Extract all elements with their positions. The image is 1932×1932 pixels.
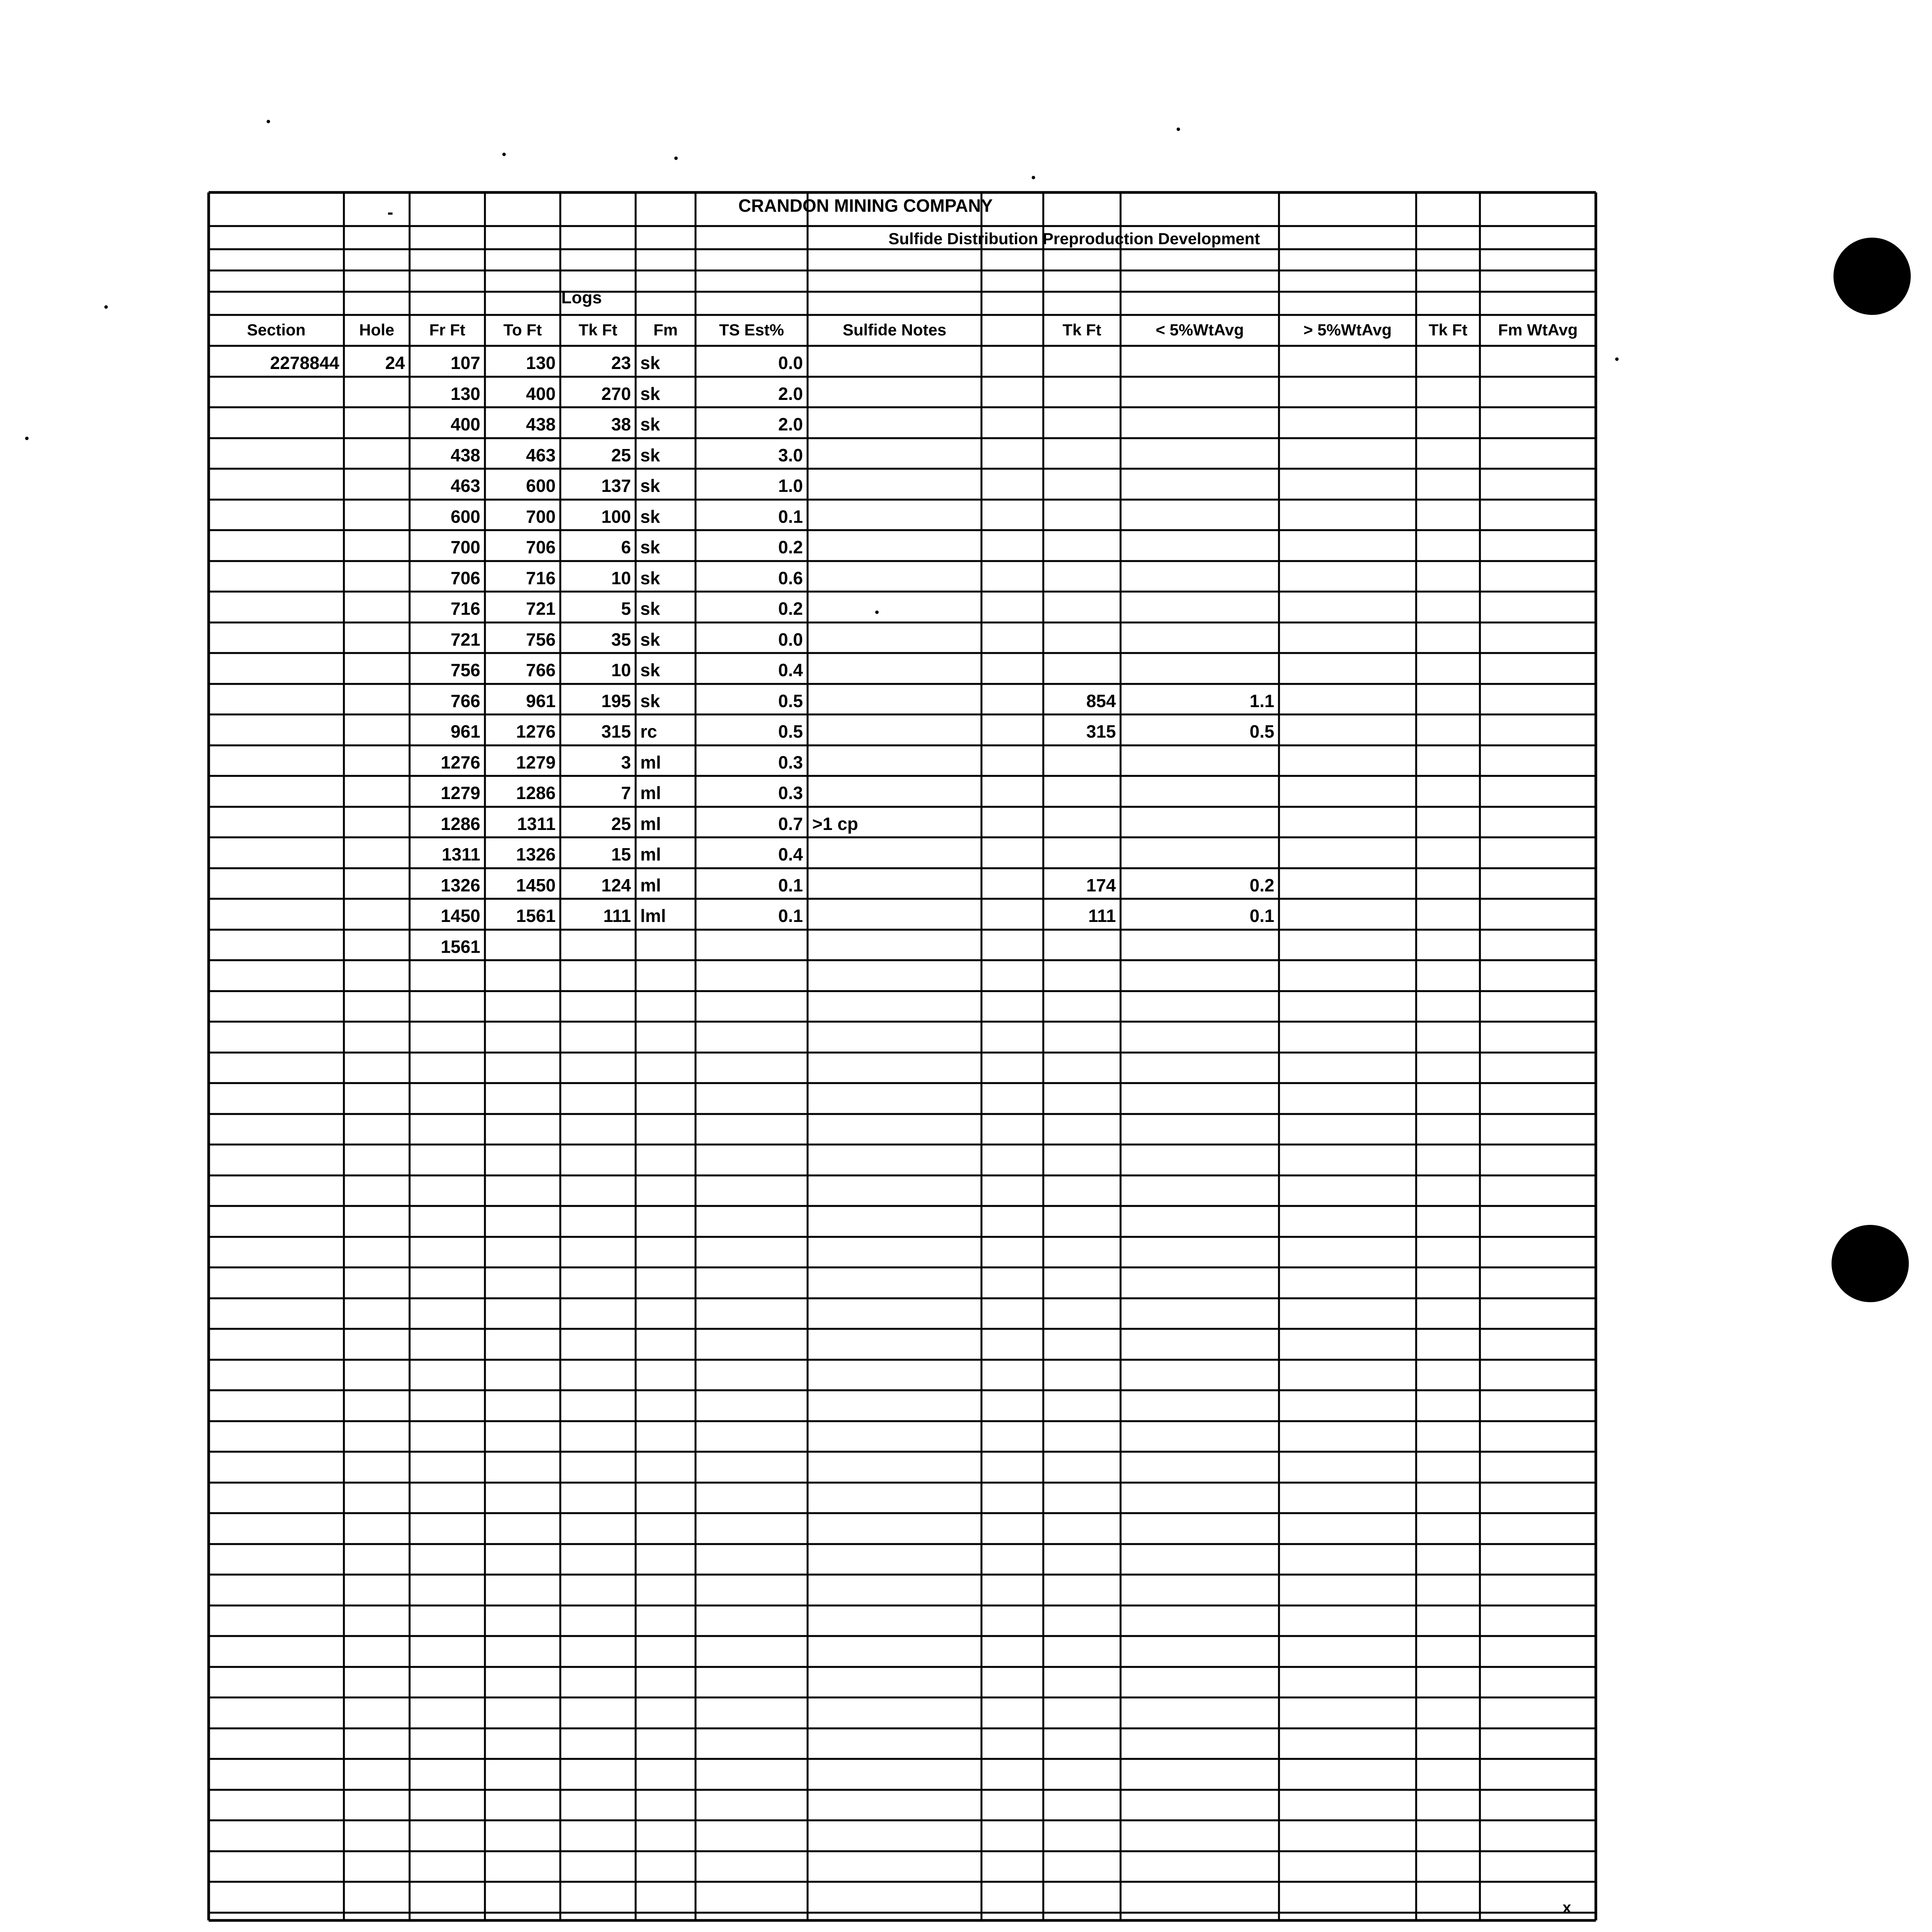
table-grid — [209, 192, 1596, 1920]
table-cell: 463 — [451, 476, 480, 496]
table-cell: 25 — [611, 814, 631, 834]
table-cell: 1450 — [516, 875, 556, 895]
hole-punch-middle — [1832, 1225, 1909, 1302]
report-subtitle: Sulfide Distribution Preproduction Development — [888, 230, 1260, 248]
column-header: Fm WtAvg — [1498, 321, 1578, 339]
table-cell: 438 — [451, 445, 480, 465]
table-cell: 438 — [526, 414, 556, 434]
hole-punch-top — [1833, 238, 1911, 315]
table-cell: 100 — [601, 507, 631, 527]
table-cell: 15 — [611, 844, 631, 864]
table-cell: ml — [640, 875, 661, 895]
table-cell: 721 — [451, 629, 480, 650]
table-cell: ml — [640, 814, 661, 834]
table-cell: 3.0 — [778, 445, 803, 465]
table-cell: 0.2 — [778, 537, 803, 557]
table-cell: 600 — [451, 507, 480, 527]
table-cell: 716 — [451, 599, 480, 619]
table-cell: 600 — [526, 476, 556, 496]
table-cell: 10 — [611, 660, 631, 680]
table-cell: 1.1 — [1250, 691, 1274, 711]
table-cell: 270 — [601, 384, 631, 404]
scan-speck — [1615, 357, 1619, 361]
table-cell: 0.0 — [778, 629, 803, 650]
table-cell: 0.6 — [778, 568, 803, 588]
table-cell: sk — [640, 629, 660, 650]
scan-speck — [104, 305, 108, 309]
table-cell: 111 — [1088, 906, 1116, 926]
table-cell: 0.5 — [1250, 721, 1274, 742]
column-header: Tk Ft — [578, 321, 617, 339]
table-cell: 1276 — [516, 721, 556, 742]
table-cell: 706 — [526, 537, 556, 557]
scan-speck — [1177, 128, 1180, 131]
logs-group-label: Logs — [561, 288, 602, 307]
table-cell: 1286 — [516, 783, 556, 803]
table-cell: sk — [640, 507, 660, 527]
table-cell: 756 — [526, 629, 556, 650]
table-cell: 766 — [526, 660, 556, 680]
table-cell: 23 — [611, 353, 631, 373]
table-cell: 0.1 — [778, 906, 803, 926]
table-cell: sk — [640, 353, 660, 373]
table-cell: 3 — [621, 752, 631, 772]
table-cell: >1 cp — [812, 814, 858, 834]
table-cell: 2278844 — [270, 353, 339, 373]
table-cell: 1326 — [516, 844, 556, 864]
table-cell: 38 — [611, 414, 631, 434]
table-cell: 1276 — [440, 752, 480, 772]
table-cell: 0.5 — [778, 721, 803, 742]
table-cell: 961 — [451, 721, 480, 742]
table-cell: 1311 — [517, 814, 556, 834]
table-cell: sk — [640, 599, 660, 619]
table-cell: 137 — [601, 476, 631, 496]
table-cell: 2.0 — [778, 414, 803, 434]
table-cell: 0.1 — [778, 507, 803, 527]
table-cell: ml — [640, 783, 661, 803]
table-cell: 0.5 — [778, 691, 803, 711]
table-cell: 0.4 — [778, 844, 803, 864]
dash-mark: - — [387, 202, 393, 222]
table-cell: sk — [640, 384, 660, 404]
table-cell: sk — [640, 445, 660, 465]
table-cell: 1279 — [440, 783, 480, 803]
table-cell: 961 — [526, 691, 556, 711]
table-cell: 0.2 — [1250, 875, 1274, 895]
column-header: Tk Ft — [1429, 321, 1468, 339]
table-cell: 0.0 — [778, 353, 803, 373]
table-cell: 0.7 — [778, 814, 803, 834]
table-cell: sk — [640, 568, 660, 588]
table-cell: 195 — [601, 691, 631, 711]
column-header: Fr Ft — [429, 321, 466, 339]
table-cell: 0.3 — [778, 752, 803, 772]
scan-speck — [674, 156, 678, 160]
table-cell: 706 — [451, 568, 480, 588]
table-cell: 1450 — [440, 906, 480, 926]
table-cell: 1561 — [440, 937, 480, 957]
table-cell: sk — [640, 414, 660, 434]
table-cell: 130 — [526, 353, 556, 373]
column-header: Sulfide Notes — [842, 321, 947, 339]
scan-speck — [25, 437, 29, 440]
table-cell: 174 — [1086, 875, 1116, 895]
table-cell: 124 — [601, 875, 631, 895]
table-cell: ml — [640, 844, 661, 864]
table-cell: 6 — [621, 537, 631, 557]
column-header: Tk Ft — [1062, 321, 1102, 339]
table-cell: 10 — [611, 568, 631, 588]
table-cell: 107 — [451, 353, 480, 373]
table-cell: 0.1 — [778, 875, 803, 895]
table-cell: 35 — [611, 629, 631, 650]
table-cell: 24 — [385, 353, 405, 373]
table-cell: 0.1 — [1250, 906, 1274, 926]
table-header — [387, 196, 1571, 1916]
table-cell: lml — [640, 906, 666, 926]
table-cell: 5 — [621, 599, 631, 619]
table-cell: 1279 — [516, 752, 556, 772]
table-cell: 700 — [451, 537, 480, 557]
table-cell: 400 — [526, 384, 556, 404]
table-cell: sk — [640, 691, 660, 711]
column-header: Section — [247, 321, 306, 339]
table-cell: 463 — [526, 445, 556, 465]
table-cell: 400 — [451, 414, 480, 434]
table-cell: 1.0 — [778, 476, 803, 496]
column-headers — [247, 321, 1578, 339]
scan-speck — [1032, 176, 1035, 179]
column-header: Hole — [359, 321, 395, 339]
x-mark: x — [1562, 1899, 1571, 1916]
column-header: TS Est% — [719, 321, 784, 339]
table-cell: 766 — [451, 691, 480, 711]
table-cell: 1561 — [516, 906, 556, 926]
table-cell: 25 — [611, 445, 631, 465]
table-cell: 2.0 — [778, 384, 803, 404]
table-cell: 1286 — [440, 814, 480, 834]
table-cell: 716 — [526, 568, 556, 588]
table-cell: 0.3 — [778, 783, 803, 803]
table-cell: 854 — [1086, 691, 1116, 711]
table-cell: 756 — [451, 660, 480, 680]
column-header: To Ft — [503, 321, 542, 339]
column-header: Fm — [653, 321, 678, 339]
table-cell: 1326 — [440, 875, 480, 895]
table-cell: rc — [640, 721, 657, 742]
table-cell: ml — [640, 752, 661, 772]
table-cell: 700 — [526, 507, 556, 527]
table-body — [270, 353, 1274, 957]
table-cell: 0.2 — [778, 599, 803, 619]
company-title: CRANDON MINING COMPANY — [738, 196, 993, 216]
scan-speck — [502, 153, 506, 156]
scan-speck — [267, 120, 270, 123]
table-cell: sk — [640, 476, 660, 496]
table-cell: sk — [640, 660, 660, 680]
table-cell: 111 — [603, 906, 631, 926]
table-cell: 1311 — [442, 844, 480, 864]
column-header: > 5%WtAvg — [1303, 321, 1392, 339]
table-cell: sk — [640, 537, 660, 557]
table-cell: 315 — [601, 721, 631, 742]
column-header: < 5%WtAvg — [1155, 321, 1244, 339]
table-cell: 0.4 — [778, 660, 803, 680]
table-cell: 130 — [451, 384, 480, 404]
table-cell: 7 — [621, 783, 631, 803]
scan-speck — [875, 611, 879, 614]
table-cell: 315 — [1086, 721, 1116, 742]
table-cell: 721 — [526, 599, 556, 619]
